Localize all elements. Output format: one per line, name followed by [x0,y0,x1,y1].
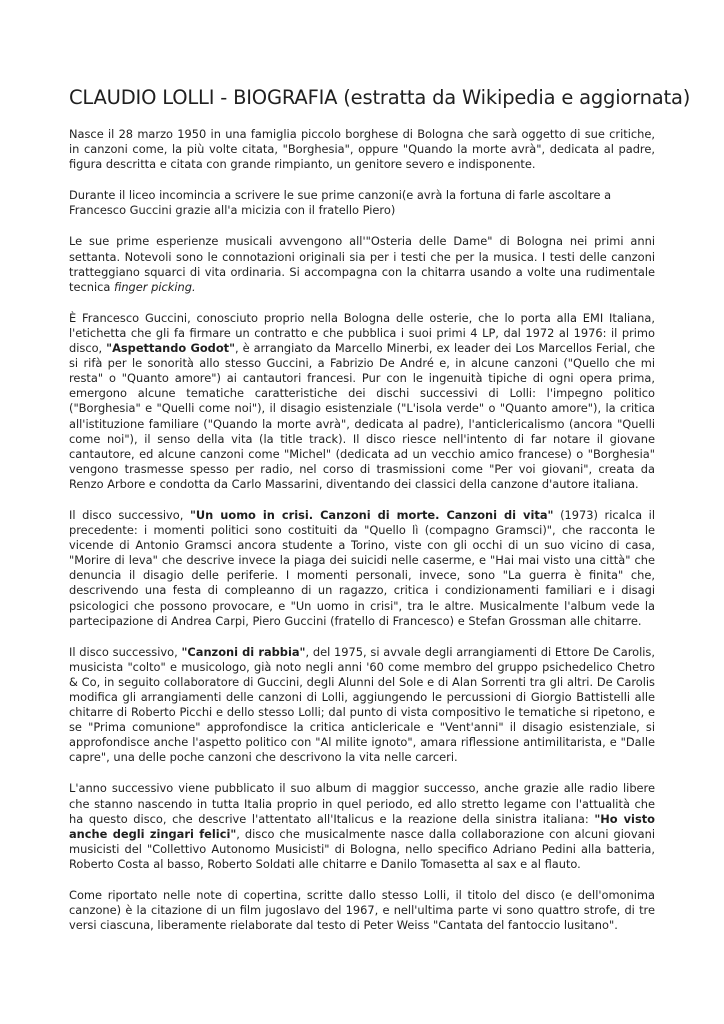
paragraph-text: Le sue prime esperienze musicali avvengono all'"Osteria delle Dame" di Bologna nei primi anni settanta. Notevoli sono le connotazioni originali sia per i testi che per la musica. I testi delle canzoni tratteggiano squarci di vita ordinaria. Si accompagna con la chitarra usando a volte una rudimentale tecnica [69,234,655,294]
paragraph-liceo: Durante il liceo incomincia a scrivere le sue prime canzoni(e avrà la fortuna di farle ascoltare a Francesco Guccini grazie all'a micizia con il fratello Piero) [69,188,612,218]
paragraph-text: , disco che musicalmente nasce dalla collaborazione con alcuni giovani musicisti del "Collettivo Autonomo Musicisti" di Bologna, nello specifico Adriano Pedini alla batteria, Roberto Costa al basso, Roberto Soldati alle chitarre e Danilo Tomasetta al sax e al flauto. [69,826,655,871]
paragraph-text: Il disco successivo, [69,507,190,522]
paragraph-uomo-in-crisi [69,508,655,629]
album-title: "Un uomo in crisi. Canzoni di morte. Canzoni di vita" [190,507,554,522]
italic-term: finger picking. [113,279,196,294]
paragraph-zingari-felici [69,781,655,872]
paragraph-text: (1973) ricalca il precedente: i momenti politici sono costituiti da "Quello lì (compagno Gramsci)", che racconta le vicende di Antonio Gramsci ancora studente a Torino, viste con gli occhi di un suo vicino di casa, "Morire di leva" che descrive invece la piaga dei suicidi nelle caserme, e "Hai mai visto una città" che denuncia il disagio delle periferie. I momenti personali, invece, sono "La guerra è finita" che, descrivendo una festa di compleanno di un ragazzo, critica i condizionamenti familiari e i disagi psicologici che possono provocare, e "Un uomo in crisi", tra le altre. Musicalmente l'album vede la partecipazione di Andrea Carpi, Piero Guccini (fratello di Francesco) e Stefan Grossman alle chitarre. [69,507,656,628]
paragraph-guccini-emi [69,311,655,492]
album-title: "Aspettando Godot" [106,341,236,356]
paragraph-cover-notes: Come riportato nelle note di copertina, scritte dallo stesso Lolli, il titolo del disco (e dell'omonima canzone) è la citazione di un film jugoslavo del 1967, e nell'ultima parte vi sono quattro strofe, di tre versi ciascuna, liberamente rielaborate dal testo di Peter Weiss "Cantata del fantoccio lusitano". [69,888,655,933]
paragraph-text: L'anno successivo viene pubblicato il suo album di maggior successo, anche grazie alle radio libere che stanno nascendo in tutta Italia proprio in quel periodo, ed allo stretto legame con l'attualità che ha questo disco, che descrive l'attentato all'Italicus e la reazione della sinistra italiana: [69,781,655,826]
paragraph-text: Il disco successivo, [69,644,182,659]
paragraph-text: È Francesco Guccini, conosciuto proprio nella Bologna delle osterie, che lo porta alla EMI Italiana, l'etichetta che gli fa firmare un contratto e che pubblica i suoi primi 4 LP, dal 1972 al 1976: il primo disco, [69,310,655,356]
album-title: "Canzoni di rabbia" [181,644,306,659]
album-title: "Ho visto anche degli zingari felici" [69,811,656,841]
paragraph-canzoni-di-rabbia [69,645,655,766]
page-title: CLAUDIO LOLLI - BIOGRAFIA (estratta da Wikipedia e aggiornata) [69,86,691,109]
paragraph-text: , del 1975, si avvale degli arrangiamenti di Ettore De Carolis, musicista "colto" e musicologo, già noto negli anni '60 come membro del gruppo psichedelico Chetro & Co, in seguito collaboratore di Guccini, degli Alunni del Sole e di Alan Sorrenti tra gli altri. De Carolis modifica gli arrangiamenti delle canzoni di Lolli, aggiungendo le percussioni di Giorgio Battistelli alle chitarre di Roberto Picchi e dello stesso Lolli; dal punto di vista compositivo le tematiche si ripetono, e se "Prima comunione" approfondisce la critica anticlericale e "Vent'anni" il disagio esistenziale, si approfondisce anche l'aspetto politico con "Al milite ignoto", amara riflessione antimilitarista, e "Dalle capre", una delle poche canzoni che descrivono la vita nelle carceri. [69,644,655,765]
paragraph-birth: Nasce il 28 marzo 1950 in una famiglia piccolo borghese di Bologna che sarà oggetto di sue critiche, in canzoni come, la più volte citata, "Borghesia", oppure "Quando la morte avrà", dedicata al padre, figura descritta e citata con grande rimpianto, un genitore severo e indisponente. [69,127,655,172]
document-body [69,127,655,949]
paragraph-text: , è arrangiato da Marcello Minerbi, ex leader dei Los Marcellos Ferial, che si rifà per le sonorità allo stesso Guccini, a Fabrizio De André e, in alcune canzoni ("Quello che mi resta" o "Quanto amore") ai cantautori francesi. Pur con le ingenuità tipiche di ogni opera prima, emergono alcune tematiche caratteristiche dei dischi successivi di Lolli: l'impegno politico ("Borghesia" e "Quelli come noi"), il disagio esistenziale ("L'isola verde" o "Quanto amore"), la critica all'istituzione familiare ("Quando la morte avrà", dedicata al padre), l'anticlericalismo (ancora "Quelli come noi"), il senso della vita (la title track). Il disco riesce nell'intento di far notare il giovane cantautore, ed alcune canzoni come "Michel" (dedicata ad un vecchio amico francese) o "Borghesia" vengono trasmesse spesso per radio, nel corso di trasmissioni come "Per voi giovani", creata da Renzo Arbore e condotta da Carlo Massarini, diventando dei classici della canzone d'autore italiana. [69,341,656,491]
paragraph-first-experiences [69,234,655,294]
